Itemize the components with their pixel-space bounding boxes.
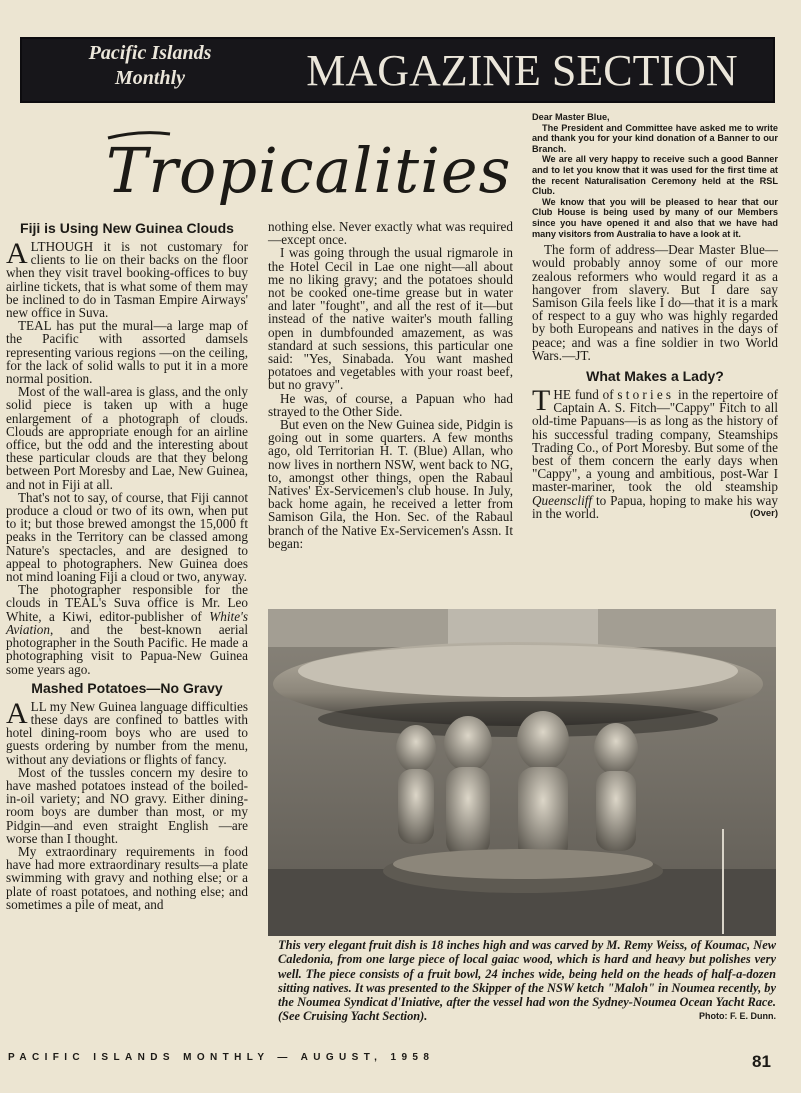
article-paragraph: THE fund of stories in the repertoire of Captain A. S. Fitch—"Cappy" Fitch to all old-time Papuans—is as long as the history of his successful trading company, Steamships Trading Co., of Port Moresby. But some of the best of them concern the early days when "Cappy", a young and ambitious, post-War I master-mariner, took the old steamship Queenscliff to Papua, hoping to make his way in the world. (Over) [532, 383, 778, 521]
quoted-letter [532, 112, 778, 239]
article-paragraph: ALL my New Guinea language difficulties these days are confined to battles with hotel dining-room boys who are used to guests ordering by number from the menu, without any deviations or flights of fancy. [6, 696, 248, 767]
script-lettering [100, 110, 512, 215]
article-paragraph: nothing else. Never exactly what was required—except once. [268, 219, 513, 248]
section-heading-script [100, 110, 512, 215]
photo-illustration [268, 609, 776, 936]
photo-caption [278, 938, 776, 1024]
letter-paragraph: We know that you will be pleased to hear that our Club House is being used by many of our Members since you have opened it and also that we have had many visitors from Australia to have a look at it. [532, 196, 778, 239]
letter-paragraph: We are all very happy to receive such a good Banner and to let you know that it was used for the first time at the recent Naturalisation Ceremony held at the RSL Club. [532, 154, 778, 197]
article-paragraph: I was going through the usual rigmarole in the Hotel Cecil in Lae one night—all about me no liking gravy; and the potatoes should not be cooked one-time grease but in water and later "fought", and all the rest of it—but instead of the native waiter's mouth falling open in dumbfounded amazement, as was standard at such sessions, this particular one said: "Yes, Sinabada. You want mashed potatoes and vegetables with your roast beef, but no gravy". [268, 245, 513, 393]
section-title: MAGAZINE SECTION [306, 46, 738, 95]
column-left [6, 220, 248, 911]
article-paragraph: The photographer responsible for the clouds in TEAL's Suva office is Mr. Leo White, a Kiwi, editor-publisher of White's Aviation, and the best-known aerial photographer in the South Pacific. He made a photographing visit to Papua-New Guinea some years ago. [6, 582, 248, 677]
publication-name-line2: Monthly [114, 67, 186, 89]
caption-text: This very elegant fruit dish is 18 inches high and was carved by M. Remy Weiss, of Koumac, New Caledonia, from one large piece of local gaiac wood, which is hard and heavy but polishes very well. The piece consists of a fruit bowl, 24 inches wide, being held on the heads of half-a-dozen sitting natives. It was presented to the Skipper of the NSW ketch "Maloh" in Noumea recently, by the Noumea Syndicat d'Iniative, after the vessel had won the Sydney-Noumea Ocean Yacht Race. (See Cruising Yacht Section). [278, 938, 776, 1024]
continued-marker: (Over) [750, 507, 778, 519]
script-heading-text: Tropicalities [106, 134, 512, 207]
page-number: 81 [752, 1052, 771, 1071]
carved-fruit-dish-photo [268, 609, 776, 936]
article-paragraph: ALTHOUGH it is not customary for clients to lie on their backs on the floor when they visit travel booking-offices to buy airline tickets, that is what some of them may be inclined to do in Tasman Empire Airways' new office in Suva. [6, 237, 248, 321]
publication-name-line1: Pacific Islands [88, 42, 212, 64]
article-paragraph: That's not to say, of course, that Fiji cannot produce a cloud or two of its own, when put to it; but those brewed amongst the 15,000 ft peaks in the Territory can be classed among Nature's spectacles, and are designed to appeal to photographers. New Guinea does not mind loaning Fiji a cloud or two, anyway. [6, 489, 248, 585]
header-banner [20, 37, 775, 103]
article-title-fiji: Fiji is Using New Guinea Clouds [20, 220, 234, 236]
column-middle [268, 220, 513, 550]
article-title-mashed-potatoes: Mashed Potatoes—No Gravy [31, 679, 223, 696]
article-title-lady: What Makes a Lady? [586, 367, 724, 384]
article-paragraph: My extraordinary requirements in food have had more extraordinary results—a plate swimming with gravy and nothing else; or a plate of roast potatoes, and nothing else; and sometimes a pile of meat, and [6, 843, 248, 912]
article-paragraph: TEAL has put the mural—a large map of the Pacific with assorted damsels representing various regions —on the ceiling, for the lack of solid walls to put it in a more normal position. [6, 318, 248, 387]
letter-salutation: Dear Master Blue, [532, 112, 610, 122]
article-paragraph: Most of the wall-area is glass, and the only solid piece is taken up with a huge enlargement of a photograph of clouds. Clouds are appropriate enough for an airline office, but the odd and the interesting about these particular clouds are that they belong between Port Moresby and Lae, New Guinea, and not in Fiji at all. [6, 384, 248, 492]
photo-credit: Photo: F. E. Dunn. [699, 1011, 776, 1022]
column-right [532, 112, 778, 520]
drop-cap: A [6, 237, 28, 270]
publication-name [60, 41, 240, 91]
letter-paragraph: The President and Committee have asked me to write and thank you for your kind donation of a Banner to our Branch. [532, 122, 778, 154]
drop-cap: A [6, 696, 28, 730]
page-footer: PACIFIC ISLANDS MONTHLY — AUGUST, 1958 [8, 1052, 435, 1063]
article-paragraph: He was, of course, a Papuan who had strayed to the Other Side. [268, 390, 513, 419]
article-paragraph: Most of the tussles concern my desire to have mashed potatoes instead of the boiled-in-oil variety; and NO gravy. Either dining-room boys are dumber than most, or my Pidgin—and even straight English —are worse than I thought. [6, 764, 248, 846]
drop-cap: T [532, 383, 551, 417]
article-paragraph: But even on the New Guinea side, Pidgin is going out in some quarters. A few months ago, old Territorian H. T. (Blue) Allan, who now lives in northern NSW, went back to NG, to, amongst other things, open the Rabaul Natives' Ex-Servicemen's club house. In July, back home again, he received a letter from Samison Gila, the Hon. Sec. of the Rabaul branch of the Native Ex-Servicemen's Assn. It began: [268, 417, 513, 551]
article-paragraph: The form of address—Dear Master Blue—would probably annoy some of our more zealous reformers who would regard it as a hangover from slavery. But I dare say Samison Gila feels like I do—that it is a mark of respect to a guy who was highly regarded by both Europeans and natives in the days of peace; and was a fine soldier in two World Wars.—JT. [532, 242, 778, 363]
